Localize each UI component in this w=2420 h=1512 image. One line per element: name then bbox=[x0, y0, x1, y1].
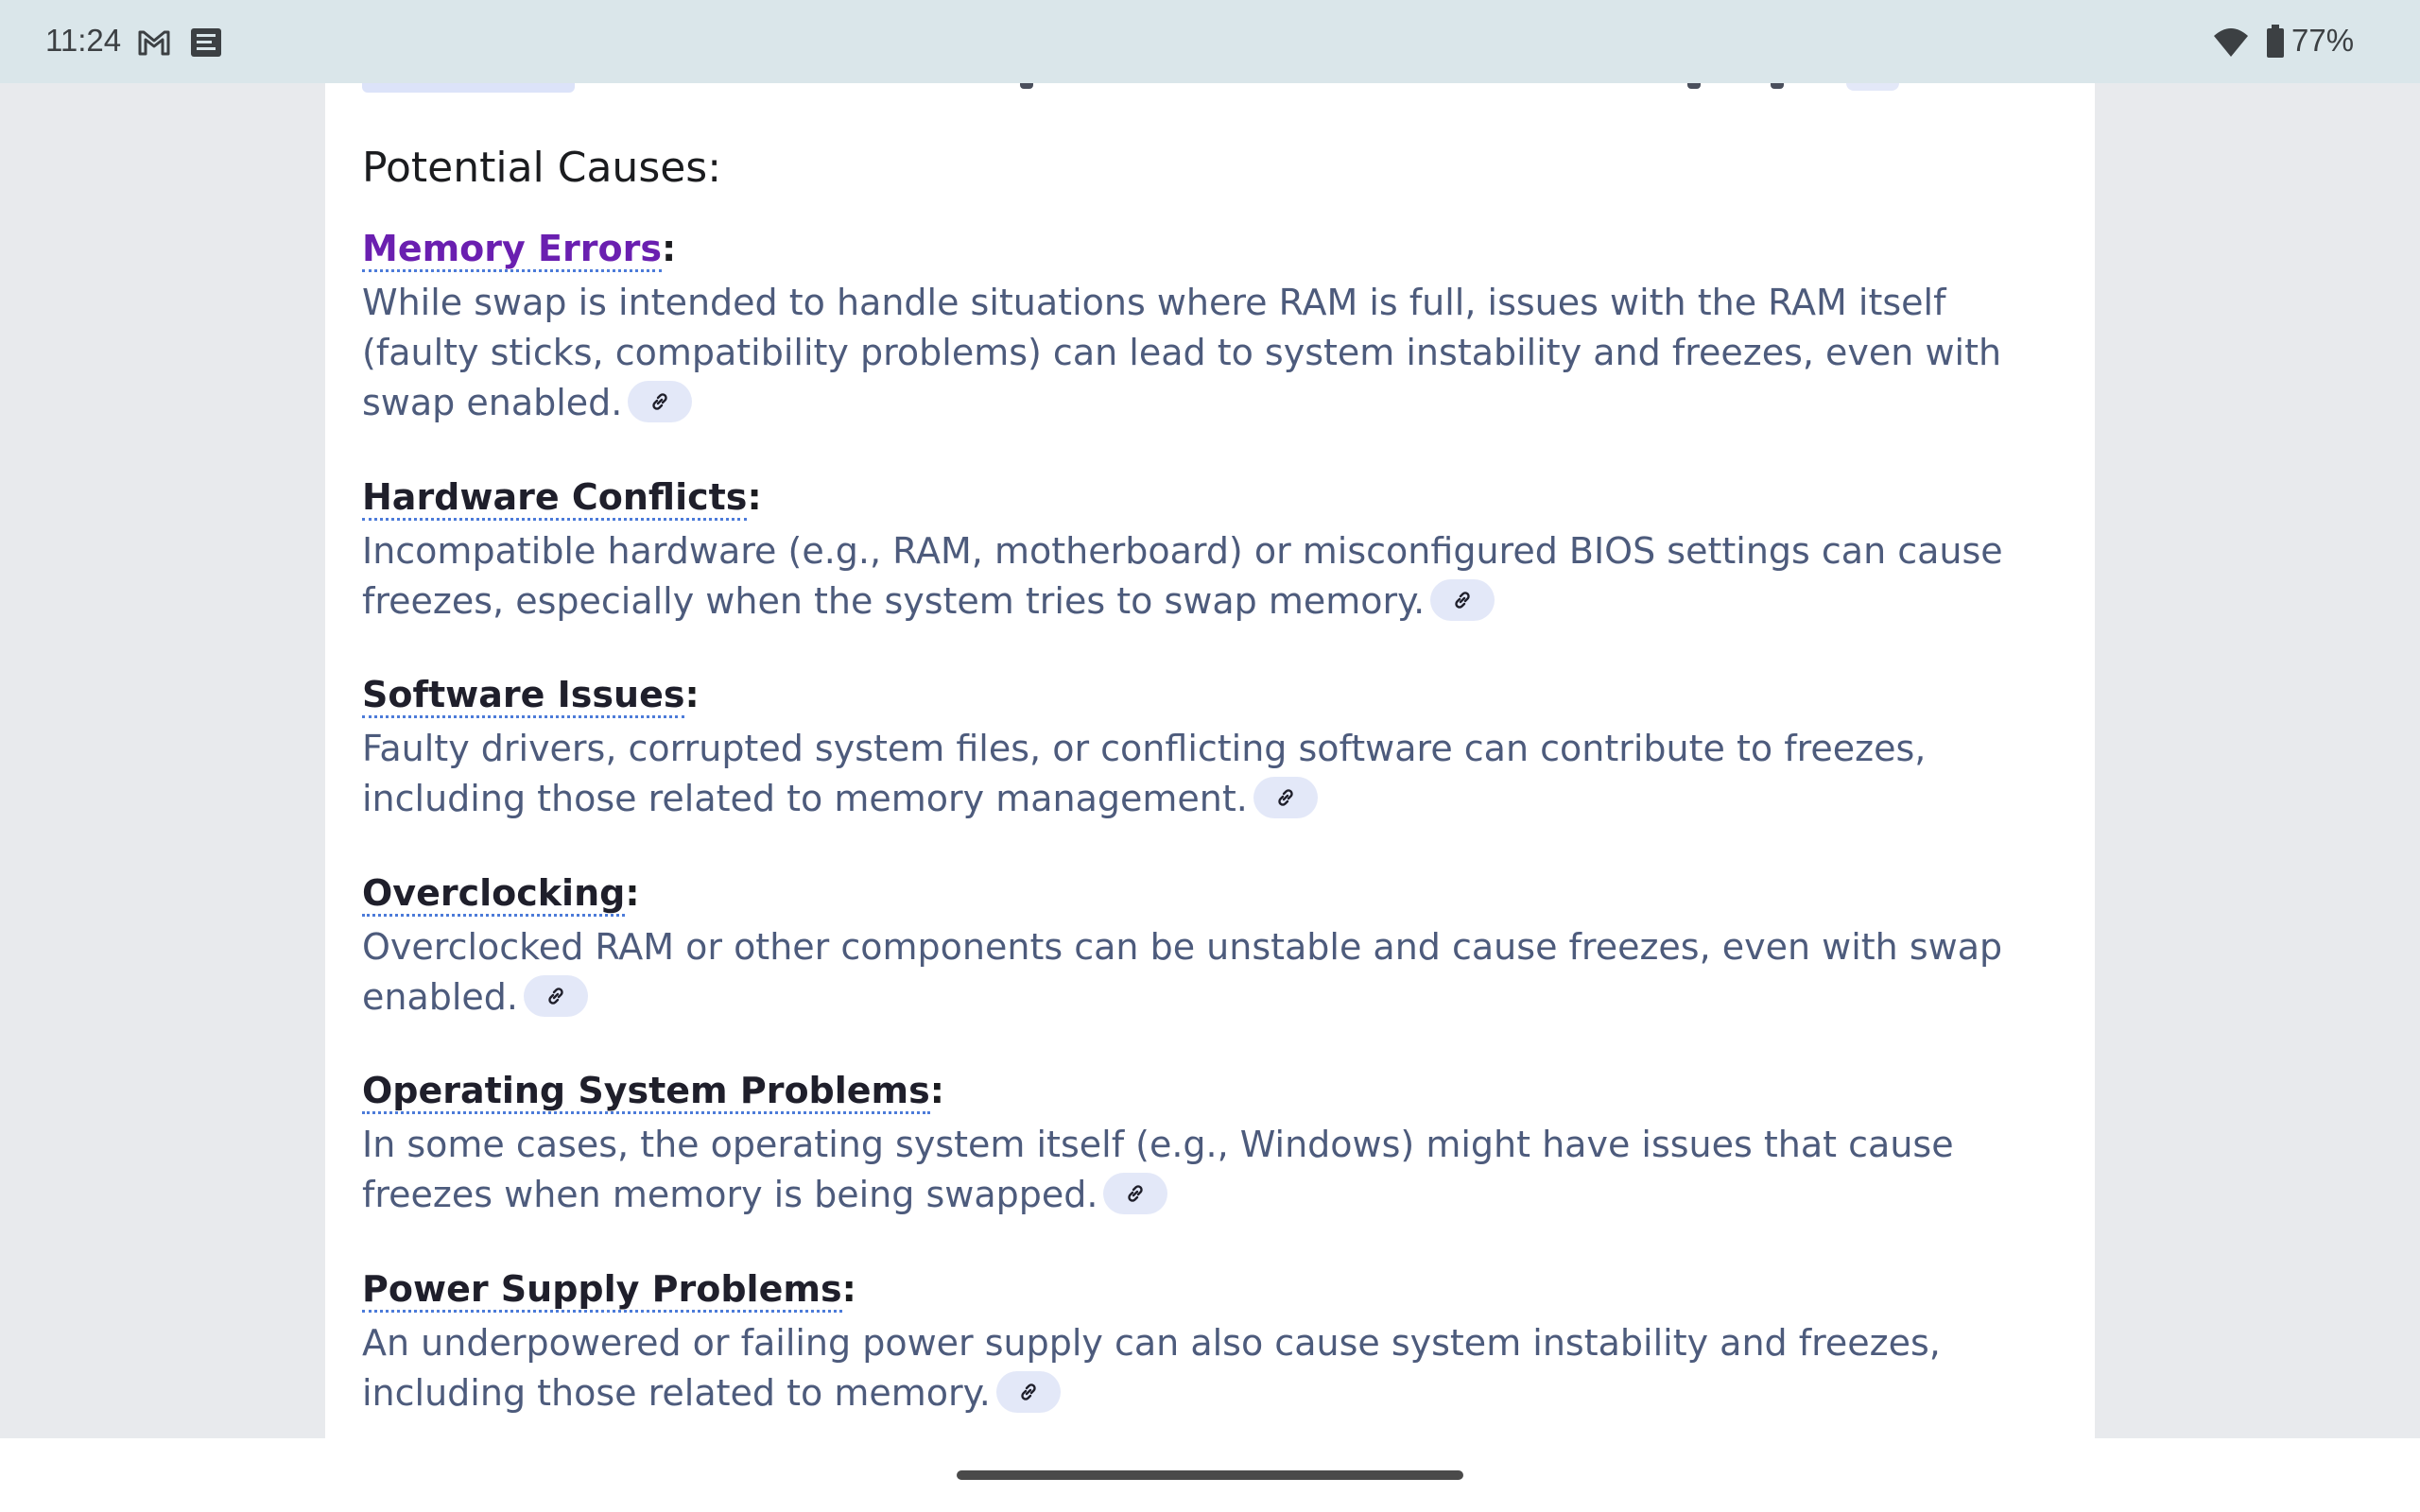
link-icon bbox=[648, 390, 671, 413]
clipped-source-chip bbox=[1846, 83, 1899, 91]
cause-title bbox=[362, 868, 2064, 919]
cause-description-text: In some cases, the operating system itself (e.g., Windows) might have issues that cause freezes when memory is being swapped. bbox=[362, 1124, 1954, 1215]
section-heading: Potential Causes: bbox=[362, 144, 722, 192]
source-chip[interactable] bbox=[1430, 579, 1495, 621]
link-icon bbox=[1274, 786, 1297, 809]
cause-description bbox=[362, 724, 2064, 824]
cause-description bbox=[362, 922, 2064, 1022]
cause-title bbox=[362, 472, 2064, 523]
gmail-icon bbox=[137, 28, 171, 57]
source-chip[interactable] bbox=[1103, 1173, 1167, 1214]
clipped-glyph bbox=[1020, 83, 1033, 89]
source-chip[interactable] bbox=[996, 1371, 1061, 1413]
cause-description-text: Overclocked RAM or other components can be unstable and cause freezes, even with swap enabled. bbox=[362, 926, 2003, 1018]
status-bar bbox=[0, 0, 2420, 83]
link-icon bbox=[1451, 589, 1474, 611]
cause-link[interactable]: Power Supply Problems bbox=[362, 1268, 842, 1313]
cause-link[interactable]: Memory Errors bbox=[362, 228, 662, 272]
cause-hardware-conflicts bbox=[362, 472, 2064, 627]
clipped-glyph bbox=[1687, 83, 1701, 89]
cause-description bbox=[362, 1318, 2064, 1418]
battery-icon bbox=[2266, 25, 2285, 59]
cause-title bbox=[362, 1065, 2064, 1116]
cause-colon: : bbox=[625, 872, 640, 914]
link-icon bbox=[1017, 1381, 1040, 1403]
wifi-icon bbox=[2212, 26, 2250, 59]
source-chip[interactable] bbox=[524, 975, 588, 1017]
cause-operating-system-problems bbox=[362, 1065, 2064, 1220]
cause-link[interactable]: Hardware Conflicts bbox=[362, 476, 747, 521]
cause-link[interactable]: Operating System Problems bbox=[362, 1070, 930, 1114]
clipped-highlight bbox=[362, 83, 575, 93]
cause-memory-errors bbox=[362, 223, 2064, 428]
app-icon bbox=[189, 26, 223, 59]
cause-link[interactable]: Software Issues bbox=[362, 674, 684, 718]
cause-colon: : bbox=[747, 476, 762, 518]
cause-colon: : bbox=[841, 1268, 856, 1310]
status-time: 11:24 bbox=[45, 23, 122, 58]
link-icon bbox=[544, 985, 567, 1007]
cause-colon: : bbox=[661, 228, 677, 269]
cause-colon: : bbox=[684, 674, 700, 715]
cause-description bbox=[362, 526, 2064, 627]
cause-description bbox=[362, 278, 2064, 428]
cause-colon: : bbox=[929, 1070, 944, 1111]
source-chip[interactable] bbox=[1253, 777, 1318, 818]
cause-title bbox=[362, 223, 2064, 274]
cause-description-text: Faulty drivers, corrupted system files, or conflicting software can contribute to freezes, including those related to memory management. bbox=[362, 728, 1927, 819]
link-icon bbox=[1124, 1182, 1147, 1205]
cause-title bbox=[362, 669, 2064, 720]
cause-software-issues bbox=[362, 669, 2064, 824]
cause-description-text: Incompatible hardware (e.g., RAM, motherboard) or misconfigured BIOS settings can cause freezes, especially when the system tries to swap memory. bbox=[362, 530, 2003, 622]
cause-power-supply-problems bbox=[362, 1263, 2064, 1418]
cause-title bbox=[362, 1263, 2064, 1314]
clipped-glyph bbox=[1771, 83, 1784, 89]
cause-link[interactable]: Overclocking bbox=[362, 872, 625, 917]
clipped-previous-line bbox=[362, 83, 1931, 94]
battery-percent: 77% bbox=[2291, 23, 2355, 58]
cause-description-text: An underpowered or failing power supply can also cause system instability and freezes, including those related to memory. bbox=[362, 1322, 1941, 1414]
cause-overclocking bbox=[362, 868, 2064, 1022]
cause-description-text: While swap is intended to handle situations where RAM is full, issues with the RAM itself (faulty sticks, compatibility problems) can lead to system instability and freezes, even with swap enabled. bbox=[362, 282, 2002, 423]
home-indicator[interactable] bbox=[957, 1470, 1463, 1480]
cause-description bbox=[362, 1120, 2064, 1220]
source-chip[interactable] bbox=[628, 381, 692, 422]
